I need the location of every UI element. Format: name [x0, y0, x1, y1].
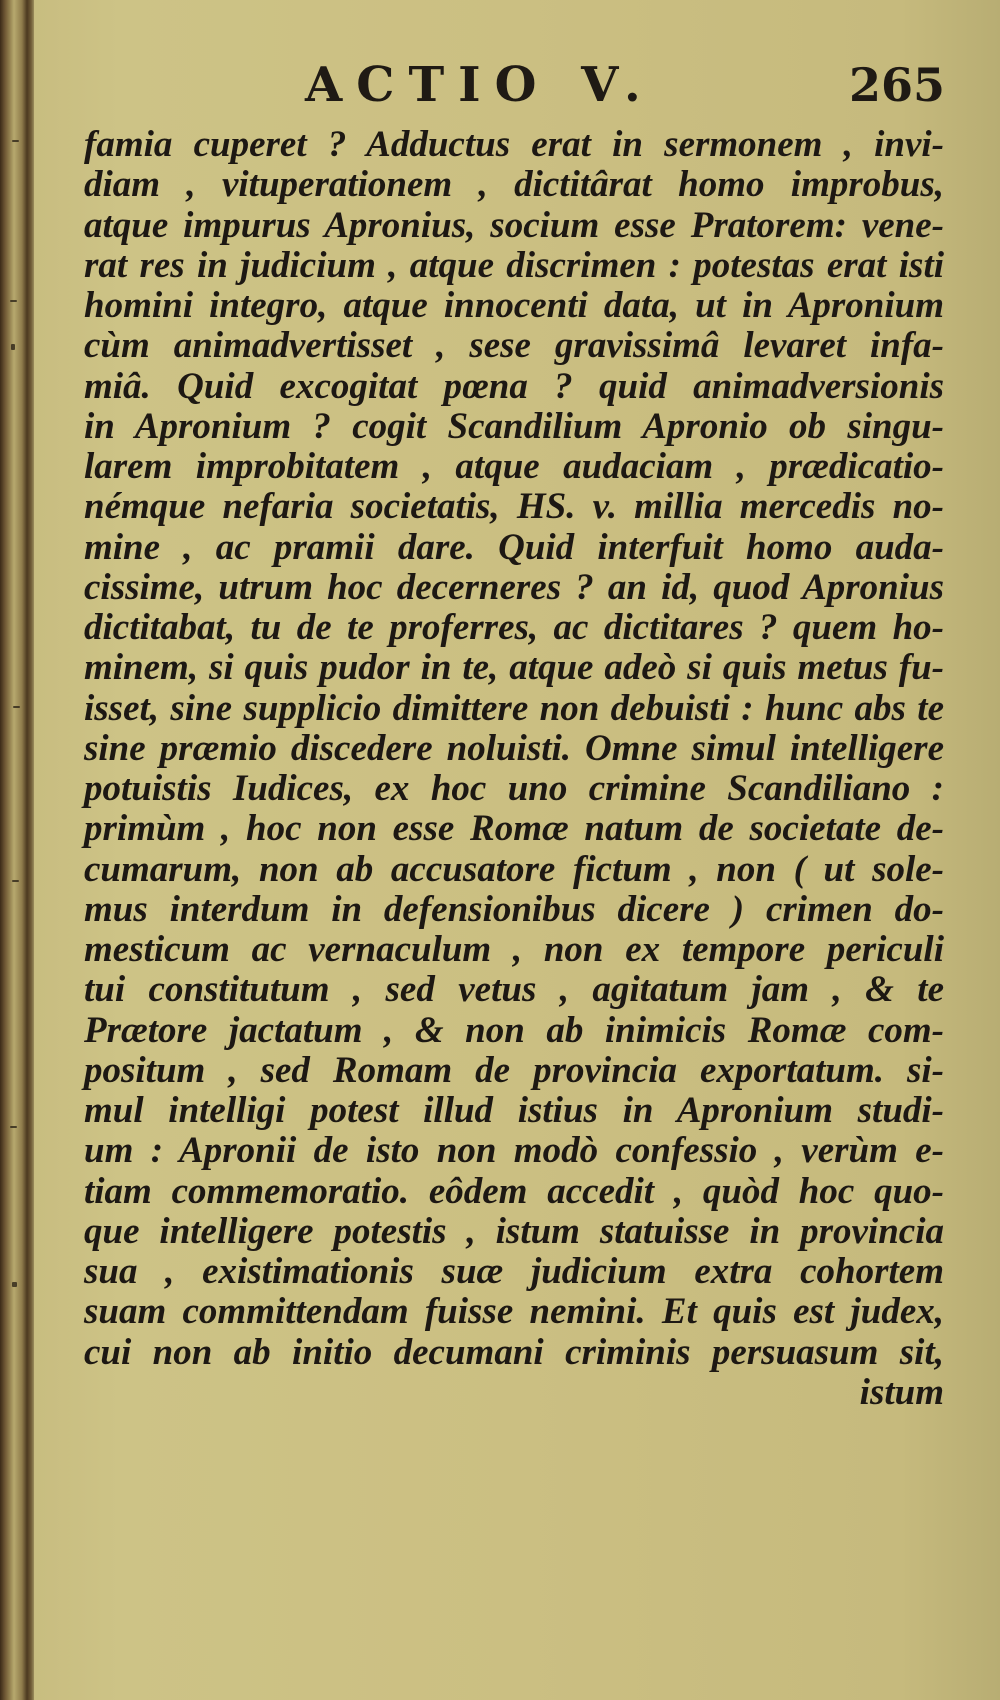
text-line: cui non ab initio decumani criminis persuasum sit,: [84, 1331, 944, 1373]
text-line: um : Apronii de isto non modò confessio , verùm e-: [84, 1130, 944, 1172]
text-line: potuistis Iudices, ex hoc uno crimine Scandiliano :: [84, 768, 944, 809]
ink-bleed-mark: [10, 300, 17, 302]
text-line: que intelligere potestis , istum statuisse in provincia: [84, 1210, 944, 1252]
text-line: minem, si quis pudor in te, atque adeò si quis metus fu-: [84, 647, 944, 689]
text-line: sine præmio discedere noluisti. Omne simul intelligere: [84, 727, 944, 769]
text-line: larem improbitatem , atque audaciam , prædicatio-: [84, 446, 944, 487]
text-line: mine , ac pramii dare. Quid interfuit homo auda-: [84, 526, 944, 568]
text-line: positum , sed Romam de provincia exportatum. si-: [84, 1049, 944, 1091]
text-line: dictitabat, tu de te proferres, ac dictitares ? quem ho-: [84, 607, 944, 648]
text-line: primùm , hoc non esse Romæ natum de societate de-: [84, 808, 944, 850]
text-line: suam committendam fuisse nemini. Et quis est judex,: [84, 1291, 944, 1333]
ink-bleed-mark: [12, 140, 19, 142]
ink-bleed-mark: [10, 1126, 17, 1128]
text-line: mesticum ac vernaculum , non ex tempore periculi: [84, 929, 944, 970]
text-line: Prætore jactatum , & non ab inimicis Romæ com-: [84, 1009, 944, 1051]
ink-bleed-mark: [12, 1282, 17, 1287]
text-line: cumarum, non ab accusatore fictum , non ( ut sole-: [84, 848, 944, 890]
text-line: atque impurus Apronius, socium esse Pratorem: vene-: [84, 204, 944, 246]
ink-bleed-mark: [11, 344, 15, 350]
catchword: istum: [859, 1371, 944, 1413]
text-line: cissime, utrum hoc decerneres ? an id, quod Apronius: [84, 566, 944, 608]
text-line: in Apronium ? cogit Scandilium Apronio ob singu-: [84, 405, 944, 447]
text-line: isset, sine supplicio dimittere non debuisti : hunc abs te: [84, 687, 944, 729]
text-line: miâ. Quid excogitat pœna ? quid animadversionis: [84, 365, 944, 407]
text-line: cùm animadvertisset , sese gravissimâ levaret infa-: [84, 325, 944, 367]
ink-bleed-mark: [13, 706, 20, 708]
text-line: diam , vituperationem , dictitârat homo improbus,: [84, 164, 944, 206]
text-line: tiam commemoratio. eôdem accedit , quòd hoc quo-: [84, 1170, 944, 1212]
text-line: tui constitutum , sed vetus , agitatum jam , & te: [84, 969, 944, 1011]
text-line: rat res in judicium , atque discrimen : potestas erat isti: [84, 244, 944, 286]
ink-bleed-mark: [12, 880, 19, 882]
page-number: 265: [848, 58, 945, 112]
latin-text-block: [84, 125, 944, 1413]
text-line: mul intelligi potest illud istius in Apronium studi-: [84, 1090, 944, 1131]
text-line: sua , existimationis suæ judicium extra cohortem: [84, 1251, 944, 1292]
book-gutter: [0, 0, 34, 1700]
text-line: homini integro, atque innocenti data, ut in Apronium: [84, 285, 944, 326]
running-head: ACTIO V.: [305, 57, 655, 113]
text-line: mus interdum in defensionibus dicere ) crimen do-: [84, 888, 944, 930]
page-header: [305, 55, 945, 115]
text-line: némque nefaria societatis, HS. v. millia mercedis no-: [84, 486, 944, 528]
text-line: famia cuperet ? Adductus erat in sermonem , invi-: [84, 124, 944, 165]
